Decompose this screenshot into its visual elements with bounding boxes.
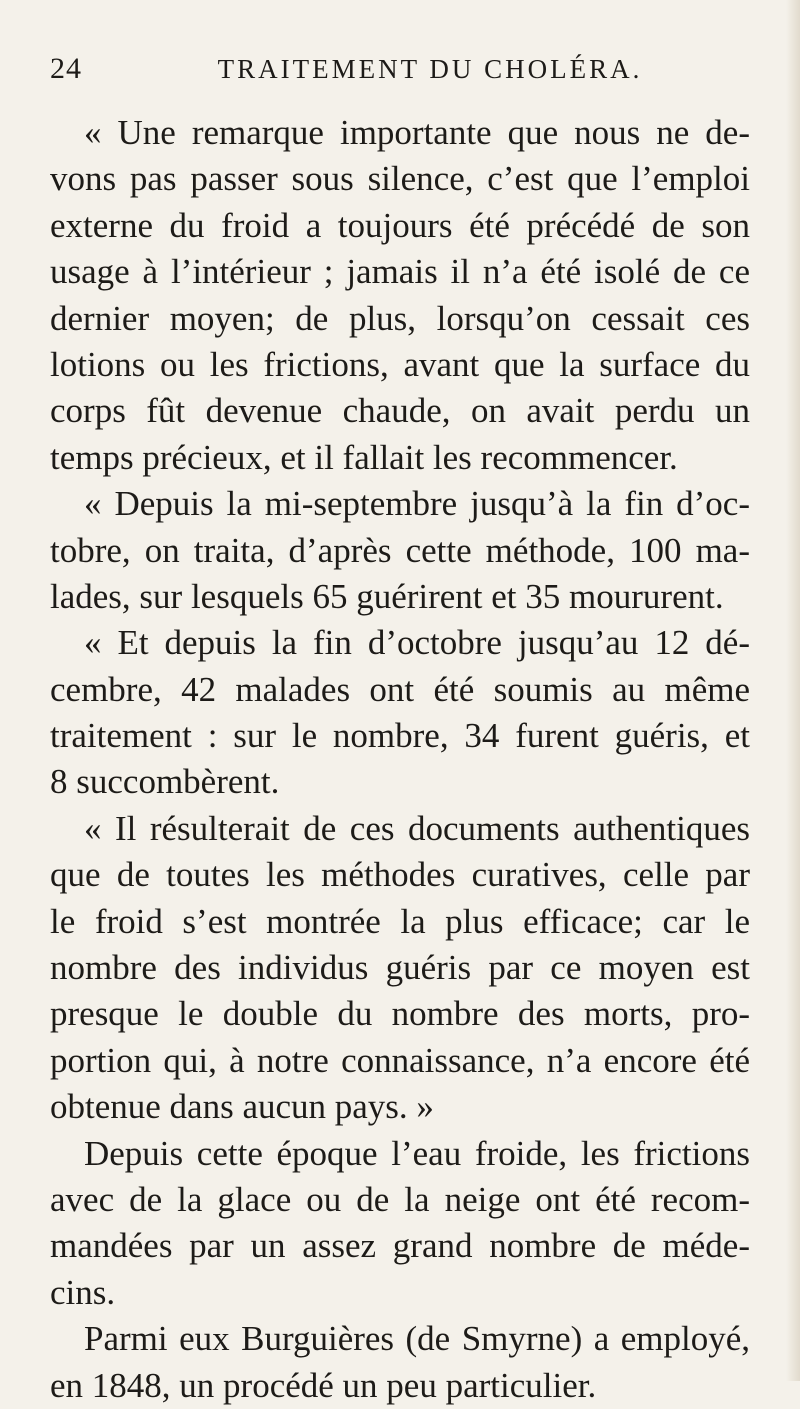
text-line: portion qui, à notre connaissance, n’a encore été xyxy=(50,1040,750,1080)
text-line: 8 succombèrent. xyxy=(50,762,280,802)
text-line: usage à l’intérieur ; jamais il n’a été isolé de ce xyxy=(50,252,750,292)
text-line: dernier moyen; de plus, lorsqu’on cessait ces xyxy=(50,298,750,338)
text-line: « Il résulterait de ces documents authentiques xyxy=(84,808,750,848)
page-number: 24 xyxy=(50,52,82,85)
running-head xyxy=(50,52,750,92)
text-line: traitement : sur le nombre, 34 furent guéris, et xyxy=(50,716,750,756)
text-line: presque le double du nombre des morts, pro- xyxy=(50,994,750,1034)
text-line: « Une remarque importante que nous ne de- xyxy=(84,113,750,152)
text-line: obtenue dans aucun pays. » xyxy=(50,1087,434,1127)
text-line: externe du froid a toujours été précédé de son xyxy=(50,205,750,245)
text-line: en 1848, un procédé un peu particulier. xyxy=(50,1365,597,1405)
text-line: tobre, on traita, d’après cette méthode, 100 ma- xyxy=(50,530,750,570)
text-line: « Et depuis la fin d’octobre jusqu’au 12 dé- xyxy=(84,623,750,663)
text-line: Depuis cette époque l’eau froide, les frictions xyxy=(84,1133,750,1173)
text-line: corps fût devenue chaude, on avait perdu un xyxy=(50,391,750,431)
text-line: avec de la glace ou de la neige ont été recom- xyxy=(50,1179,750,1219)
text-line: « Depuis la mi-septembre jusqu’à la fin d’oc- xyxy=(84,484,750,524)
text-line: vons pas passer sous silence, c’est que l’emploi xyxy=(50,159,750,199)
text-line: Parmi eux Burguières (de Smyrne) a employé, xyxy=(84,1319,750,1359)
running-title: TRAITEMENT DU CHOLÉRA. xyxy=(217,54,643,84)
text-line: cins. xyxy=(50,1272,116,1312)
body-text xyxy=(50,110,750,1409)
text-line: cembre, 42 malades ont été soumis au même xyxy=(50,669,750,709)
text-line: que de toutes les méthodes curatives, celle par xyxy=(50,855,750,895)
text-line: le froid s’est montrée la plus efficace; car le xyxy=(50,901,750,941)
text-line: mandées par un assez grand nombre de méde- xyxy=(50,1226,750,1266)
page-edge-shadow xyxy=(786,0,800,1381)
text-line: nombre des individus guéris par ce moyen est xyxy=(50,948,750,988)
text-line: lades, sur lesquels 65 guérirent et 35 moururent. xyxy=(50,576,724,616)
text-line: lotions ou les frictions, avant que la surface du xyxy=(50,344,750,384)
text-line: temps précieux, et il fallait les recommencer. xyxy=(50,437,678,477)
